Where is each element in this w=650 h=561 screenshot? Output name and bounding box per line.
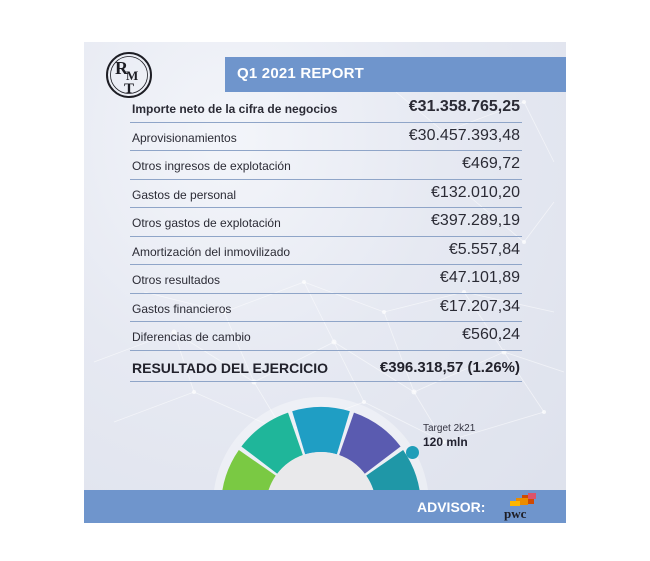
table-row — [130, 208, 522, 237]
row-label: Importe neto de la cifra de negocios — [132, 102, 338, 116]
table-row — [130, 265, 522, 294]
row-label: Aprovisionamientos — [132, 130, 237, 145]
row-label: Otros resultados — [132, 273, 221, 287]
table-row — [130, 151, 522, 180]
row-value: €5.557,84 — [448, 240, 520, 258]
report-title: Q1 2021 REPORT — [237, 65, 365, 82]
rmt-logo — [104, 50, 154, 100]
row-value: €469,72 — [462, 155, 520, 172]
pwc-logo — [502, 493, 542, 521]
report-header — [225, 57, 566, 92]
report-card — [84, 42, 566, 523]
row-label: Otros ingresos de explotación — [132, 159, 291, 173]
svg-text:T: T — [124, 81, 135, 97]
row-value: €17.207,34 — [439, 297, 520, 315]
row-label: Diferencias de cambio — [132, 330, 251, 344]
row-value: €397.289,19 — [431, 212, 520, 229]
total-value: €396.318,57 (1.26%) — [379, 358, 520, 376]
row-value: €132.010,20 — [431, 183, 520, 201]
total-label: RESULTADO DEL EJERCICIO — [132, 359, 329, 376]
financial-table — [130, 94, 522, 382]
row-value: €30.457.393,48 — [408, 126, 520, 144]
row-value: €560,24 — [462, 326, 520, 343]
table-row — [130, 94, 522, 123]
target-marker — [406, 446, 419, 459]
table-row — [130, 294, 522, 323]
row-value: €31.358.765,25 — [408, 98, 520, 115]
table-row — [130, 180, 522, 209]
row-label: Gastos financieros — [132, 301, 232, 316]
table-row — [130, 322, 522, 351]
footer-bar — [84, 490, 566, 523]
svg-text:M: M — [126, 68, 139, 83]
svg-text:R: R — [115, 58, 128, 78]
row-label: Amortización del inmovilizado — [132, 244, 291, 259]
target-gauge — [206, 387, 436, 507]
advisor-label: ADVISOR: — [417, 499, 486, 515]
table-row — [130, 123, 522, 152]
target-label: Target 2k21 — [423, 423, 476, 434]
target-value: 120 mln — [423, 435, 468, 449]
table-row — [130, 237, 522, 266]
row-label: Gastos de personal — [132, 187, 237, 202]
row-label: Otros gastos de explotación — [132, 216, 281, 230]
row-value: €47.101,89 — [439, 269, 520, 286]
total-row — [130, 351, 522, 382]
svg-text:pwc: pwc — [504, 506, 527, 521]
